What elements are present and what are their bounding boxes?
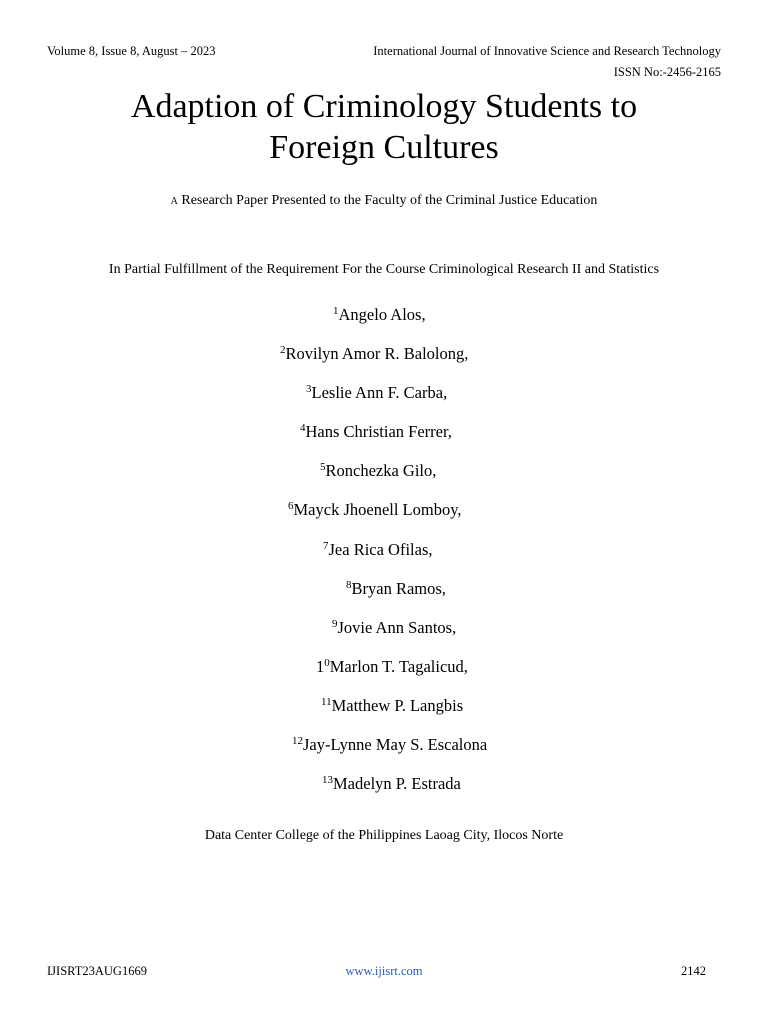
presented-text: Research Paper Presented to the Faculty of the Criminal Justice Education <box>177 193 598 208</box>
author-name: Leslie Ann F. Carba, <box>311 383 448 403</box>
author-item <box>0 577 768 616</box>
author-entry <box>292 733 487 757</box>
author-number: 3 <box>306 383 312 396</box>
affiliation: Data Center College of the Philippines Laoag City, Ilocos Norte <box>204 828 564 843</box>
author-entry <box>333 303 426 327</box>
header-volume-issue: Volume 8, Issue 8, August – 2023 <box>47 44 216 58</box>
fulfillment-statement: In Partial Fulfillment of the Requirement For the Course Criminological Research II and Statistics <box>108 262 660 277</box>
author-item <box>0 342 768 381</box>
author-name: Ronchezka Gilo, <box>325 461 437 481</box>
author-number: 6 <box>288 500 294 513</box>
author-name: Jay-Lynne May S. Escalona <box>303 735 488 755</box>
author-entry <box>300 420 452 444</box>
author-name: Mayck Jhoenell Lomboy, <box>293 500 462 520</box>
author-item <box>0 733 768 772</box>
author-number: 13 <box>322 774 333 787</box>
author-name: Jea Rica Ofilas, <box>328 539 433 559</box>
author-number-prefix: 1 <box>316 656 325 676</box>
footer-paper-id: IJISRT23AUG1669 <box>47 964 147 978</box>
footer-website-text[interactable]: www.ijisrt.com <box>345 964 423 978</box>
author-name: Angelo Alos, <box>338 305 426 324</box>
paper-title <box>0 86 768 168</box>
author-item <box>0 420 768 459</box>
author-number: 5 <box>320 461 326 474</box>
author-item <box>0 616 768 655</box>
header-issn: ISSN No:-2456-2165 <box>613 65 721 79</box>
author-name: Rovilyn Amor R. Balolong, <box>285 344 469 364</box>
author-entry <box>346 577 446 601</box>
author-number: 2 <box>280 344 286 357</box>
author-entry <box>280 342 468 366</box>
author-item <box>0 538 768 577</box>
author-number: 9 <box>332 617 338 630</box>
header-journal-name: International Journal of Innovative Science and Research Technology <box>373 44 721 58</box>
author-name: Hans Christian Ferrer, <box>305 422 452 442</box>
author-name: Matthew P. Langbis <box>331 695 464 715</box>
author-entry <box>332 616 456 640</box>
author-item <box>0 303 768 342</box>
author-number: 12 <box>292 735 303 748</box>
author-number: 1 <box>333 305 339 317</box>
author-item <box>0 772 768 811</box>
author-entry <box>306 381 447 405</box>
presented-lead-letter: A <box>170 196 178 207</box>
presented-statement <box>0 192 768 211</box>
author-number: 4 <box>300 422 306 435</box>
author-item <box>0 459 768 498</box>
author-number: 0 <box>324 656 330 669</box>
footer-website-link <box>0 963 768 979</box>
author-item <box>0 381 768 420</box>
author-name: Jovie Ann Santos, <box>337 617 457 637</box>
paper-title-line-1: Adaption of Criminology Students to <box>130 88 638 125</box>
author-number: 8 <box>346 578 352 591</box>
author-entry <box>316 655 468 679</box>
author-name: Marlon T. Tagalicud, <box>329 656 468 676</box>
author-list <box>0 303 768 811</box>
author-entry <box>323 538 433 562</box>
author-item <box>0 498 768 537</box>
footer-page-number: 2142 <box>681 964 706 978</box>
author-item <box>0 655 768 694</box>
author-name: Bryan Ramos, <box>351 578 446 598</box>
author-item <box>0 694 768 733</box>
author-entry <box>322 772 461 796</box>
author-number: 7 <box>323 539 329 552</box>
paper-title-line-2: Foreign Cultures <box>269 129 499 166</box>
author-entry <box>321 694 463 718</box>
author-entry <box>288 498 462 522</box>
author-number: 11 <box>321 695 332 708</box>
author-entry <box>320 459 436 483</box>
author-name: Madelyn P. Estrada <box>333 774 461 794</box>
